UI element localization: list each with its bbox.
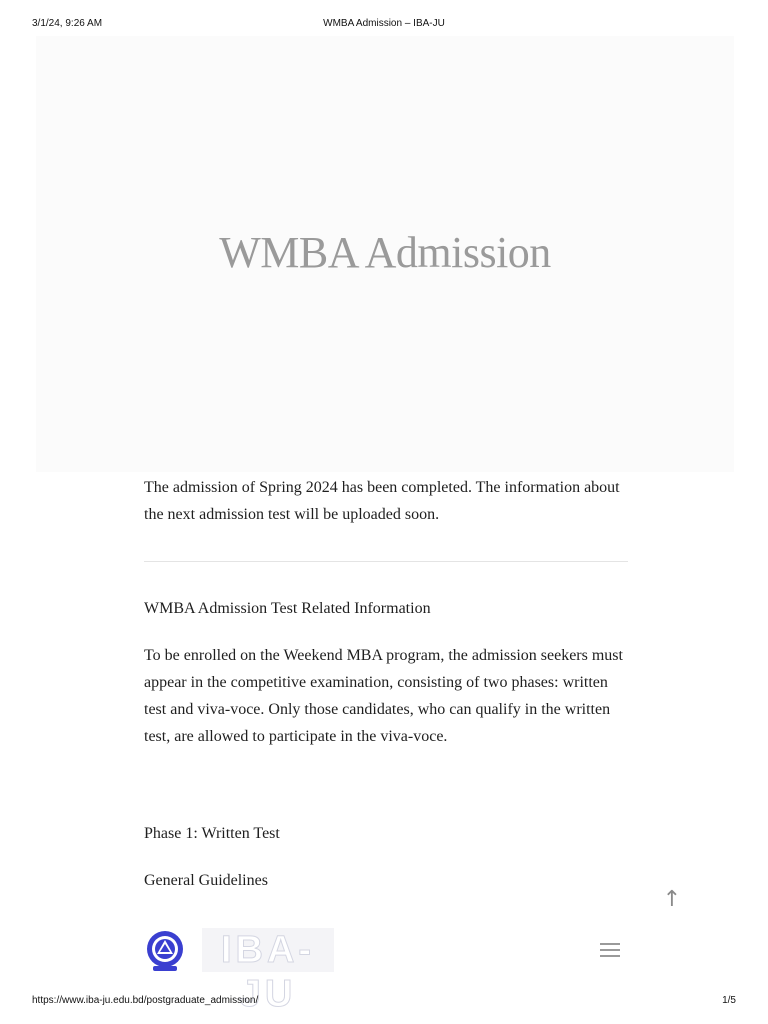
site-logo[interactable]: IBA-JU — [202, 928, 334, 972]
print-header — [0, 18, 768, 32]
phase-heading: Phase 1: Written Test — [144, 825, 280, 842]
arrow-up-icon: ↑ — [662, 887, 682, 912]
print-datetime: 3/1/24, 9:26 AM — [32, 18, 103, 29]
section-heading: WMBA Admission Test Related Information — [144, 600, 431, 617]
print-page-title: WMBA Admission – IBA-JU — [323, 18, 445, 29]
page-title: WMBA Admission — [219, 227, 551, 277]
scroll-to-top-button[interactable] — [660, 886, 684, 914]
intro-paragraph: To be enrolled on the Weekend MBA program, the admission seekers must appear in the competitive examination, consisting of two phases: written test and viva-voce. Only those candidates, who can qualify in the written test, are allowed to participate in the viva-voce. — [144, 647, 623, 745]
divider — [144, 561, 628, 562]
university-emblem-icon[interactable] — [144, 928, 186, 974]
admission-notice: The admission of Spring 2024 has been completed. The information about the next admission test will be uploaded soon. — [144, 479, 620, 523]
hamburger-menu-icon[interactable] — [600, 940, 622, 960]
print-url: https://www.iba-ju.edu.bd/postgraduate_admission/ — [32, 995, 259, 1006]
hero-banner — [36, 36, 734, 472]
print-footer — [0, 995, 768, 1009]
main-content — [144, 474, 628, 894]
guidelines-heading: General Guidelines — [144, 872, 268, 889]
print-page-number: 1/5 — [722, 995, 736, 1006]
